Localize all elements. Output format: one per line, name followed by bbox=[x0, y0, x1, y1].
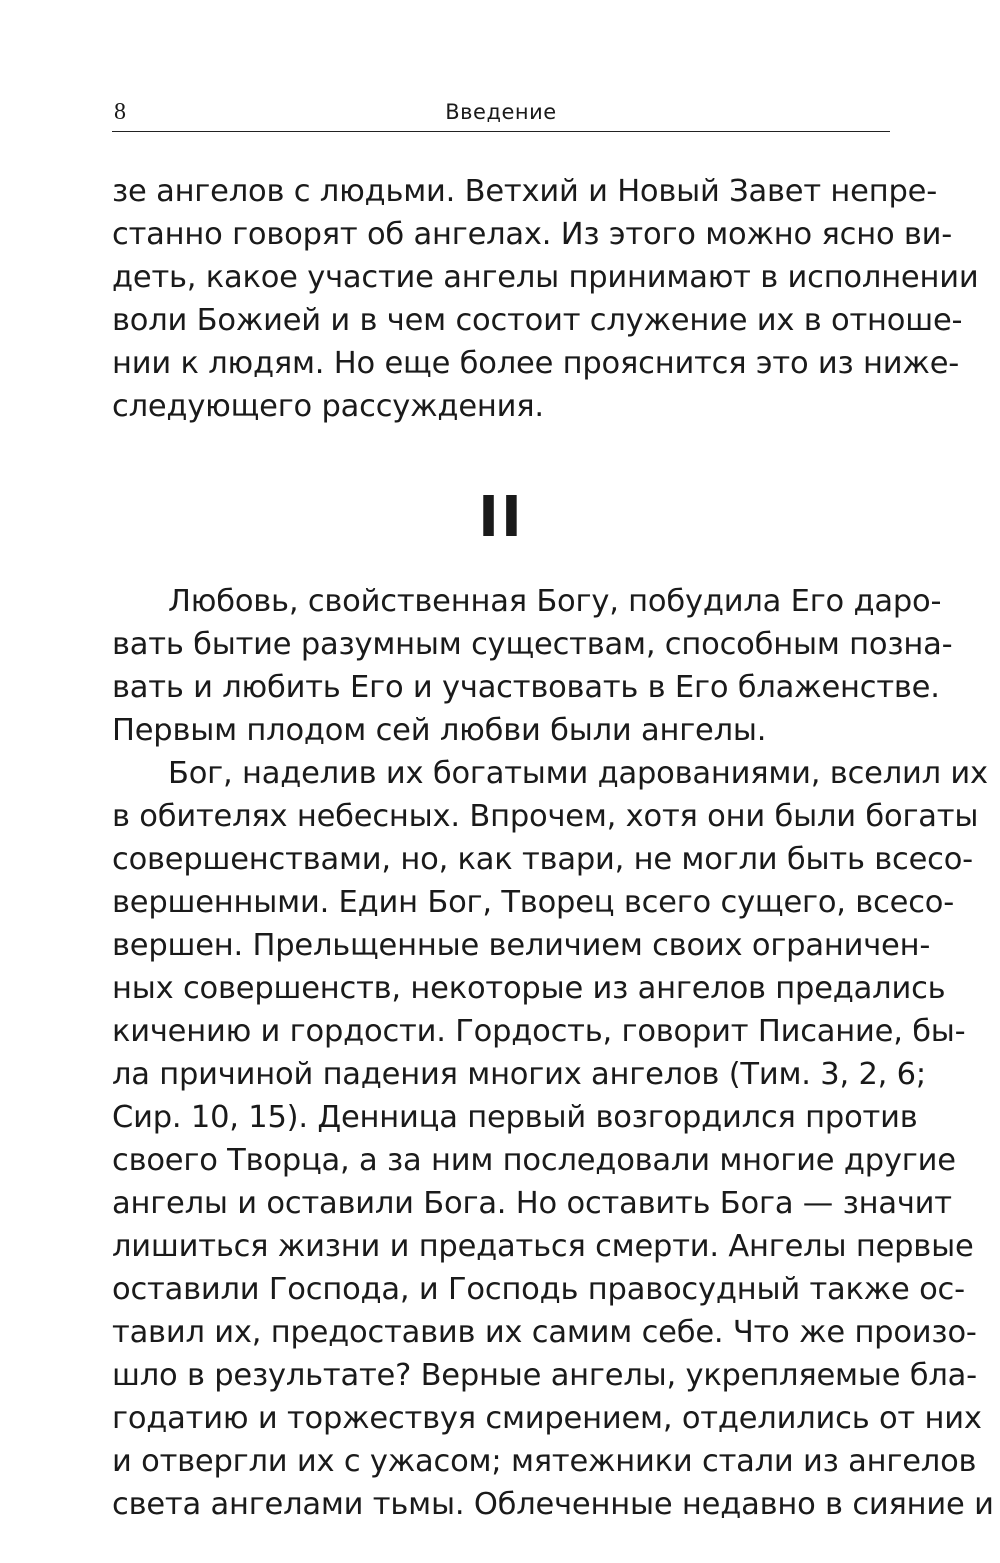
text-line: зе ангелов с людьми. Ветхий и Новый Завет непре- bbox=[112, 174, 937, 209]
text-line: Сир. 10, 15). Денница первый возгордился против bbox=[112, 1100, 918, 1135]
text-line: Бог, наделив их богатыми дарованиями, вселил их bbox=[168, 756, 988, 791]
text-line: тавил их, предоставив их самим себе. Что же произо- bbox=[112, 1315, 977, 1350]
text-line: ла причиной падения многих ангелов (Тим. 3, 2, 6; bbox=[112, 1057, 926, 1092]
text-line: воли Божией и в чем состоит служение их в отноше- bbox=[112, 303, 963, 338]
text-line: вершенными. Един Бог, Творец всего сущего, всесо- bbox=[112, 885, 955, 920]
text-line: света ангелами тьмы. Облеченные недавно в сияние и bbox=[112, 1487, 994, 1522]
text-line: Первым плодом сей любви были ангелы. bbox=[112, 713, 767, 748]
text-line: ангелы и оставили Бога. Но оставить Бога — значит bbox=[112, 1186, 952, 1221]
text-line: деть, какое участие ангелы принимают в исполнении bbox=[112, 260, 979, 295]
text-line: вать бытие разумным существам, способным позна- bbox=[112, 627, 953, 662]
text-line: Любовь, свойственная Богу, побудила Его даро- bbox=[168, 584, 942, 619]
text-line: ных совершенств, некоторые из ангелов предались bbox=[112, 971, 946, 1006]
text-line: шло в результате? Верные ангелы, укрепляемые бла- bbox=[112, 1358, 977, 1393]
text-line: оставили Господа, и Господь правосудный также ос- bbox=[112, 1272, 965, 1307]
text-line: своего Творца, а за ним последовали многие другие bbox=[112, 1143, 956, 1178]
text-line: кичению и гордости. Гордость, говорит Писание, бы- bbox=[112, 1014, 966, 1049]
text-line: нии к людям. Но еще более прояснится это из ниже- bbox=[112, 346, 960, 381]
main-text bbox=[112, 580, 994, 1526]
text-line: следующего рассуждения. bbox=[112, 389, 544, 424]
section-title: Введение bbox=[445, 100, 557, 124]
intro-paragraph bbox=[112, 170, 979, 428]
text-line: вать и любить Его и участвовать в Его блаженстве. bbox=[112, 670, 940, 705]
page-number: 8 bbox=[114, 99, 126, 125]
running-head bbox=[112, 96, 890, 132]
text-line: в обителях небесных. Впрочем, хотя они были богаты bbox=[112, 799, 979, 834]
chapter-number: II bbox=[478, 485, 524, 550]
book-page bbox=[112, 0, 994, 1563]
text-line: совершенствами, но, как твари, не могли быть всесо- bbox=[112, 842, 973, 877]
text-line: вершен. Прельщенные величием своих ограничен- bbox=[112, 928, 931, 963]
text-line: и отвергли их с ужасом; мятежники стали из ангелов bbox=[112, 1444, 977, 1479]
text-line: лишиться жизни и предаться смерти. Ангелы первые bbox=[112, 1229, 974, 1264]
text-line: станно говорят об ангелах. Из этого можно ясно ви- bbox=[112, 217, 953, 252]
text-line: годатию и торжествуя смирением, отделились от них bbox=[112, 1401, 982, 1436]
